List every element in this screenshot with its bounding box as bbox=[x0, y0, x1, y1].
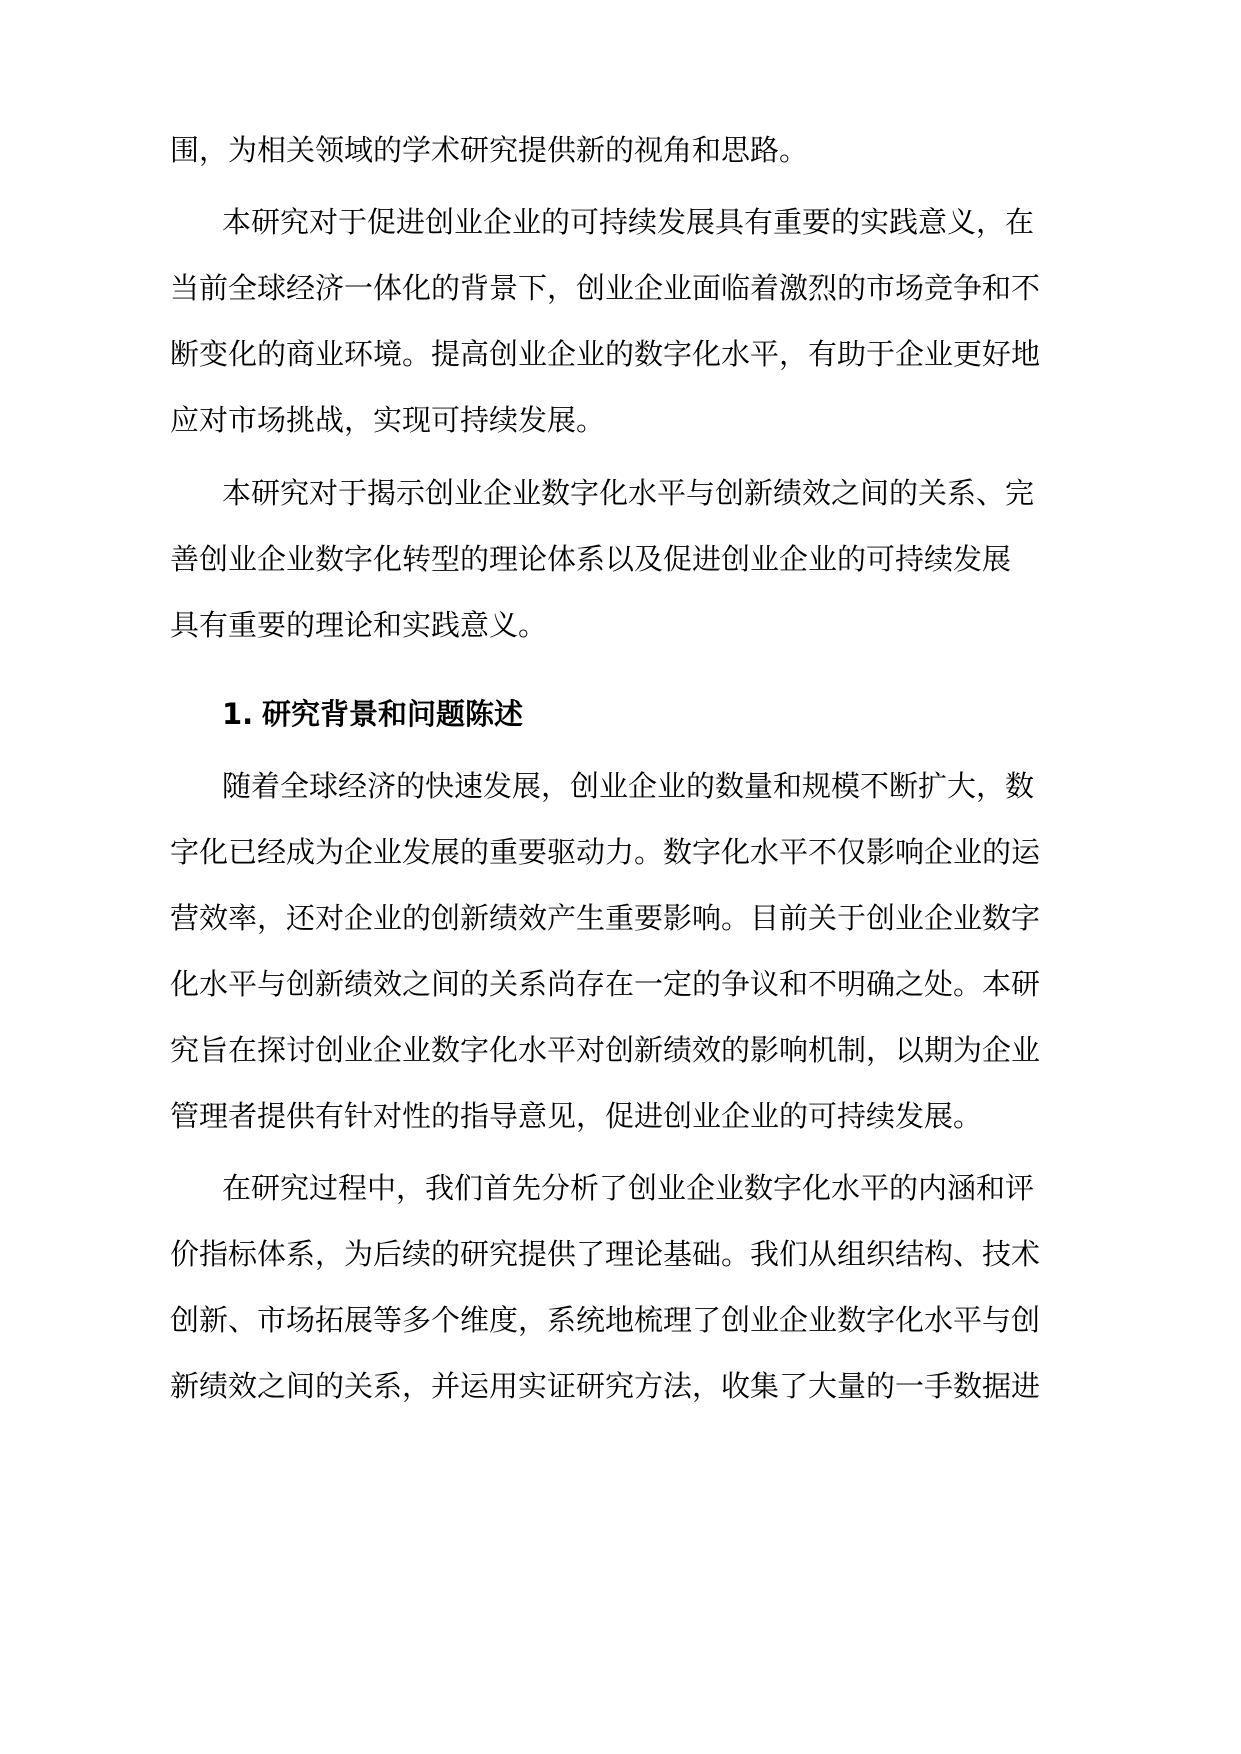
paragraph-2-line-1: 本研究对于促进创业企业的可持续发展具有重要的实践意义，在 bbox=[222, 205, 1035, 239]
paragraph-4-line-6: 管理者提供有针对性的指导意见，促进创业企业的可持续发展。 bbox=[170, 1099, 983, 1133]
paragraph-1-line-1: 围，为相关领域的学术研究提供新的视角和思路。 bbox=[170, 133, 809, 167]
paragraph-2-line-3: 断变化的商业环境。提高创业企业的数字化水平，有助于企业更好地 bbox=[170, 337, 1041, 371]
paragraph-3-line-3: 具有重要的理论和实践意义。 bbox=[170, 608, 548, 642]
section-title: 研究背景和问题陈述 bbox=[262, 697, 524, 731]
section-heading bbox=[0, 690, 1241, 738]
paragraph-5-line-2: 价指标体系，为后续的研究提供了理论基础。我们从组织结构、技术 bbox=[170, 1237, 1041, 1271]
paragraph-4-line-4: 化水平与创新绩效之间的关系尚存在一定的争议和不明确之处。本研 bbox=[170, 967, 1041, 1001]
paragraph-5-line-4: 新绩效之间的关系，并运用实证研究方法，收集了大量的一手数据进 bbox=[170, 1369, 1041, 1403]
paragraph-3-line-2: 善创业企业数字化转型的理论体系以及促进创业企业的可持续发展 bbox=[170, 542, 1012, 576]
paragraph-3-line-1: 本研究对于揭示创业企业数字化水平与创新绩效之间的关系、完 bbox=[222, 476, 1035, 510]
paragraph-2-line-2: 当前全球经济一体化的背景下，创业企业面临着激烈的市场竞争和不 bbox=[170, 271, 1041, 305]
paragraph-4-line-2: 字化已经成为企业发展的重要驱动力。数字化水平不仅影响企业的运 bbox=[170, 835, 1041, 869]
section-number: 1. bbox=[222, 697, 254, 731]
paragraph-2-line-4: 应对市场挑战，实现可持续发展。 bbox=[170, 403, 606, 437]
paragraph-5-line-3: 创新、市场拓展等多个维度，系统地梳理了创业企业数字化水平与创 bbox=[170, 1303, 1041, 1337]
paragraph-4-line-5: 究旨在探讨创业企业数字化水平对创新绩效的影响机制，以期为企业 bbox=[170, 1033, 1041, 1067]
paragraph-4-line-3: 营效率，还对企业的创新绩效产生重要影响。目前关于创业企业数字 bbox=[170, 901, 1041, 935]
paragraph-4-line-1: 随着全球经济的快速发展，创业企业的数量和规模不断扩大，数 bbox=[222, 769, 1035, 803]
paragraph-5-line-1: 在研究过程中，我们首先分析了创业企业数字化水平的内涵和评 bbox=[222, 1171, 1035, 1205]
